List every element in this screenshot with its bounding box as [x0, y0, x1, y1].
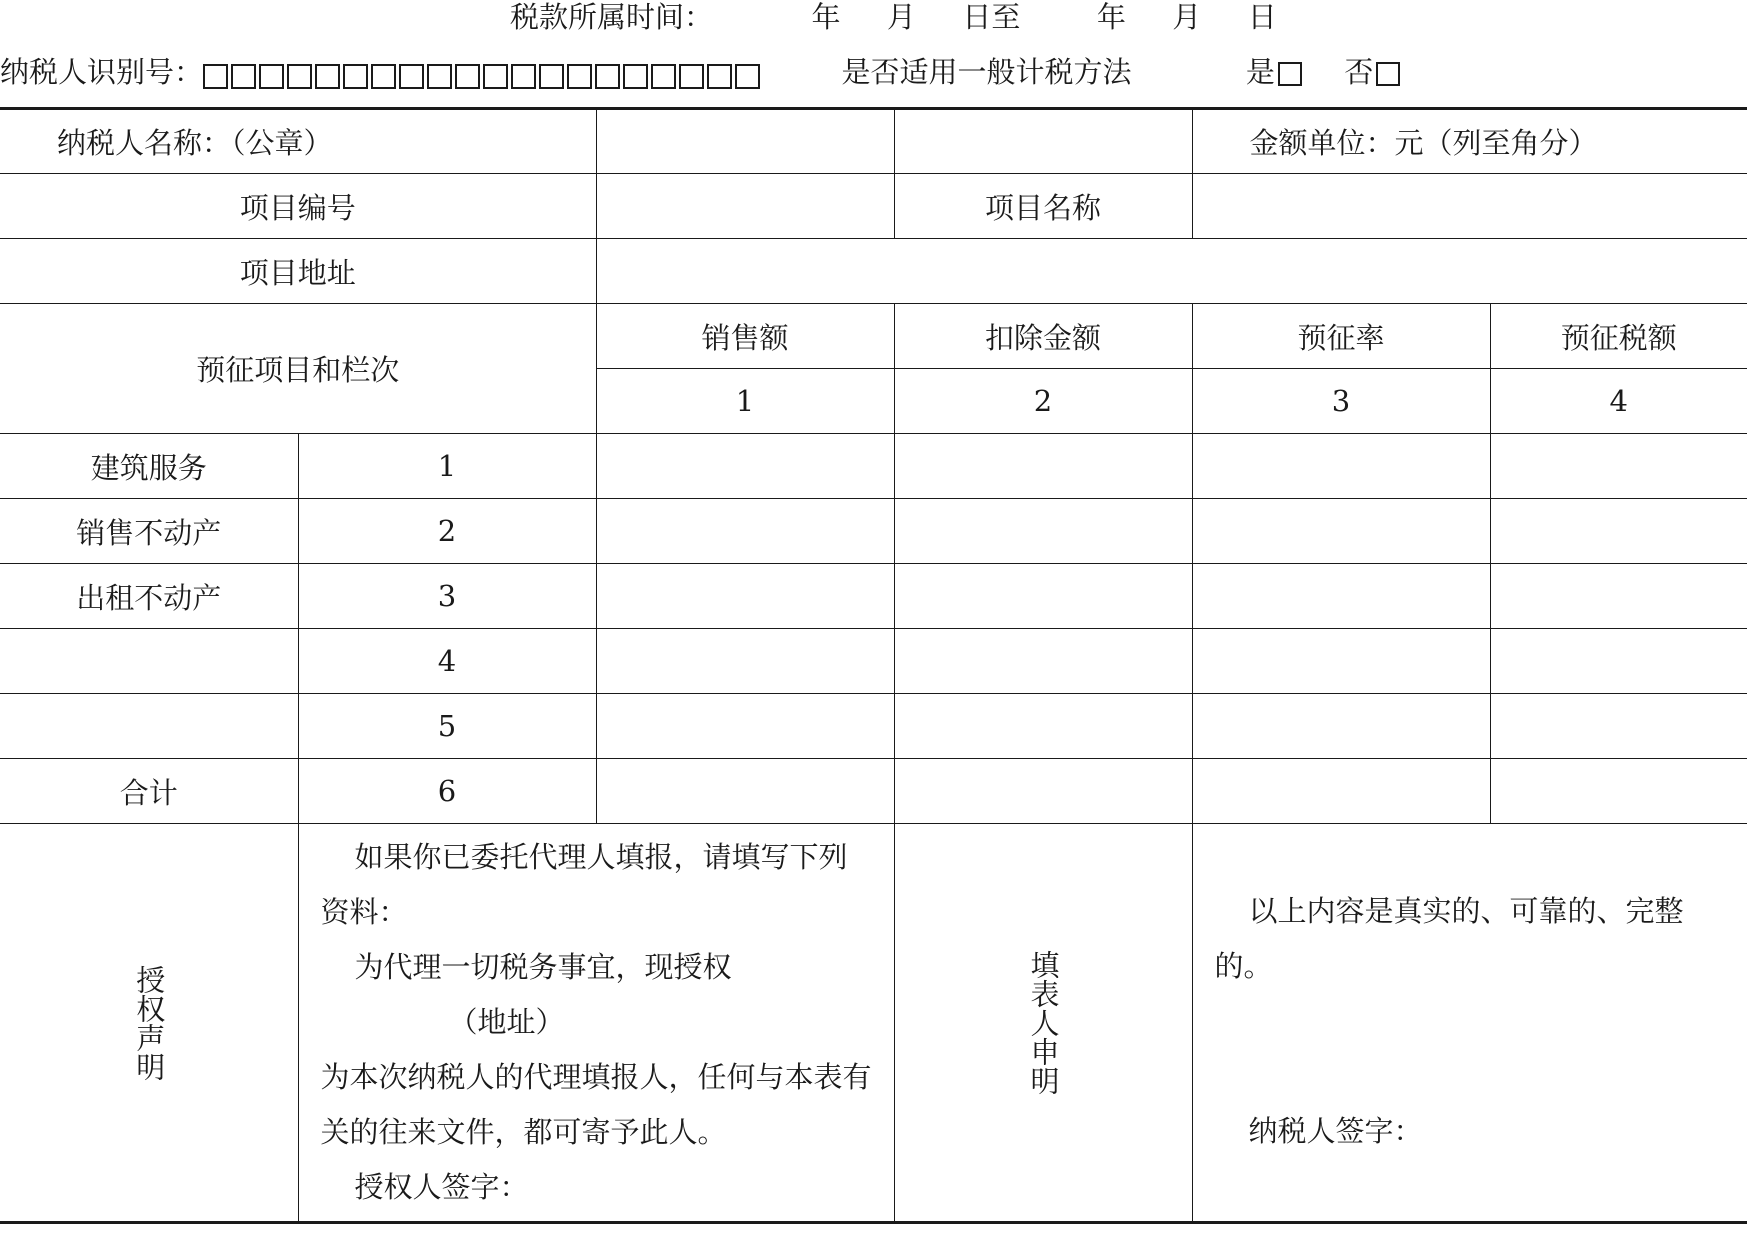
- row-line-number: 4: [298, 629, 596, 694]
- sales-cell[interactable]: [596, 499, 894, 564]
- taxpayer-name-value[interactable]: [596, 109, 894, 174]
- col-header-rate: 预征率: [1192, 304, 1490, 369]
- authorization-label: 授权声明: [132, 964, 167, 1081]
- tax-cell[interactable]: [1490, 564, 1747, 629]
- table-row: [0, 499, 1747, 564]
- tax-cell[interactable]: [1490, 499, 1747, 564]
- authorization-label-cell: [0, 824, 298, 1223]
- id-digit-box[interactable]: [455, 64, 480, 89]
- id-digit-box[interactable]: [287, 64, 312, 89]
- auth-line-2: 为代理一切税务事宜，现授权: [354, 950, 732, 984]
- project-address-value[interactable]: [596, 239, 1747, 304]
- project-address-label: 项目地址: [0, 239, 596, 304]
- col-number-3: 3: [1192, 369, 1490, 434]
- period-start-year: 年: [811, 0, 841, 34]
- declarant-label-cell: [894, 824, 1192, 1223]
- id-digit-box[interactable]: [595, 64, 620, 89]
- rate-cell[interactable]: [1192, 499, 1490, 564]
- id-digit-box[interactable]: [511, 64, 536, 89]
- taxpayer-id-label: 纳税人识别号：: [0, 55, 204, 89]
- row-item-label[interactable]: [0, 629, 298, 694]
- auth-line-3-rest: 为本次纳税人的代理填报人，任何与本表有关的往来文件，都可寄予此人。: [320, 1060, 872, 1149]
- period-end-month: 月: [1172, 0, 1202, 34]
- authorization-statement: [298, 824, 894, 1223]
- rate-cell[interactable]: [1192, 564, 1490, 629]
- declaration-text: 以上内容是真实的、可靠的、完整的。: [1214, 894, 1684, 983]
- id-digit-box[interactable]: [623, 64, 648, 89]
- amount-unit-label: 金额单位：元（列至角分）: [1192, 109, 1747, 174]
- deduction-cell[interactable]: [894, 694, 1192, 759]
- id-digit-box[interactable]: [259, 64, 284, 89]
- table-row: [0, 759, 1747, 824]
- sales-cell[interactable]: [596, 759, 894, 824]
- id-digit-box[interactable]: [707, 64, 732, 89]
- id-digit-box[interactable]: [231, 64, 256, 89]
- period-end-day: 日: [1247, 0, 1277, 34]
- id-digit-box[interactable]: [399, 64, 424, 89]
- row-line-number: 3: [298, 564, 596, 629]
- taxpayer-id-line: [0, 52, 1400, 92]
- col-number-2: 2: [894, 369, 1192, 434]
- declarant-label: 填表人申明: [1026, 950, 1061, 1095]
- sales-cell[interactable]: [596, 564, 894, 629]
- id-digit-box[interactable]: [651, 64, 676, 89]
- no-label: 否: [1344, 55, 1374, 89]
- yes-label: 是: [1245, 55, 1275, 89]
- project-name-label: 项目名称: [894, 174, 1192, 239]
- tax-cell[interactable]: [1490, 759, 1747, 824]
- col-header-sales: 销售额: [596, 304, 894, 369]
- auth-line-3-address: （地址）: [448, 1005, 565, 1039]
- tax-cell[interactable]: [1490, 694, 1747, 759]
- col-number-4: 4: [1490, 369, 1747, 434]
- row-line-number: 5: [298, 694, 596, 759]
- table-row: [0, 564, 1747, 629]
- table-row: [0, 694, 1747, 759]
- id-digit-box[interactable]: [315, 64, 340, 89]
- tax-cell[interactable]: [1490, 434, 1747, 499]
- period-start-day-to: 日至: [962, 0, 1021, 34]
- deduction-cell[interactable]: [894, 564, 1192, 629]
- tax-period-label: 税款所属时间：: [510, 0, 714, 34]
- rate-cell[interactable]: [1192, 629, 1490, 694]
- yes-checkbox[interactable]: [1278, 62, 1302, 86]
- row-item-label[interactable]: [0, 694, 298, 759]
- row-item-label: 出租不动产: [0, 564, 298, 629]
- id-digit-box[interactable]: [735, 64, 760, 89]
- items-and-columns-label: 预征项目和栏次: [0, 304, 596, 434]
- prepayment-form-table: [0, 107, 1747, 1224]
- deduction-cell[interactable]: [894, 629, 1192, 694]
- rate-cell[interactable]: [1192, 694, 1490, 759]
- project-number-value[interactable]: [596, 174, 894, 239]
- deduction-cell[interactable]: [894, 499, 1192, 564]
- row-item-label: 销售不动产: [0, 499, 298, 564]
- col-header-deduction: 扣除金额: [894, 304, 1192, 369]
- taxpayer-name-label: 纳税人名称：（公章）: [0, 109, 596, 174]
- row-item-label: 合计: [0, 759, 298, 824]
- period-end-year: 年: [1096, 0, 1126, 34]
- id-digit-box[interactable]: [203, 64, 228, 89]
- id-digit-box[interactable]: [371, 64, 396, 89]
- taxpayer-id-boxes[interactable]: [203, 54, 763, 94]
- deduction-cell[interactable]: [894, 759, 1192, 824]
- id-digit-box[interactable]: [427, 64, 452, 89]
- id-digit-box[interactable]: [567, 64, 592, 89]
- row-item-label: 建筑服务: [0, 434, 298, 499]
- deduction-cell[interactable]: [894, 434, 1192, 499]
- col-number-1: 1: [596, 369, 894, 434]
- no-checkbox[interactable]: [1376, 62, 1400, 86]
- row-line-number: 6: [298, 759, 596, 824]
- taxpayer-signature-label: 纳税人签字：: [1248, 1114, 1423, 1148]
- tax-cell[interactable]: [1490, 629, 1747, 694]
- id-digit-box[interactable]: [539, 64, 564, 89]
- taxpayer-name-extra[interactable]: [894, 109, 1192, 174]
- row-line-number: 2: [298, 499, 596, 564]
- auth-line-1: 如果你已委托代理人填报，请填写下列资料：: [320, 840, 848, 929]
- id-digit-box[interactable]: [343, 64, 368, 89]
- sales-cell[interactable]: [596, 629, 894, 694]
- rate-cell[interactable]: [1192, 434, 1490, 499]
- table-row: [0, 434, 1747, 499]
- tax-period-line: [510, 0, 1277, 34]
- col-header-tax: 预征税额: [1490, 304, 1747, 369]
- sales-cell[interactable]: [596, 694, 894, 759]
- period-start-month: 月: [886, 0, 916, 34]
- general-method-label: 是否适用一般计税方法: [841, 55, 1132, 89]
- declaration-statement: [1192, 824, 1747, 1223]
- id-digit-box[interactable]: [483, 64, 508, 89]
- table-row: [0, 629, 1747, 694]
- project-number-label: 项目编号: [0, 174, 596, 239]
- row-line-number: 1: [298, 434, 596, 499]
- id-digit-box[interactable]: [679, 64, 704, 89]
- auth-signature-label: 授权人签字：: [354, 1170, 529, 1204]
- sales-cell[interactable]: [596, 434, 894, 499]
- rate-cell[interactable]: [1192, 759, 1490, 824]
- project-name-value[interactable]: [1192, 174, 1747, 239]
